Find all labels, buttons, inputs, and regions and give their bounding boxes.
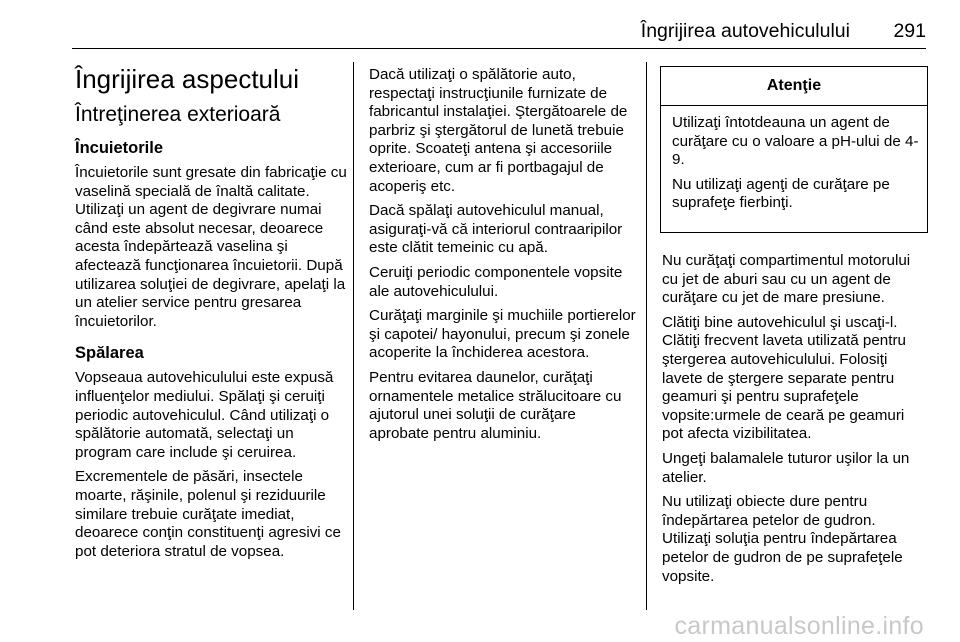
section-heading-locks: Încuietorile	[75, 139, 164, 157]
paragraph: Vopseaua autovehiculului este expusă influenţelor mediului. Spălaţi şi ceruiţi periodic autovehiculul. Când utilizaţi o spălătorie automată, selectaţi un program care include şi ceruirea.	[75, 369, 334, 461]
caution-notice-box	[660, 66, 928, 233]
main-heading: Îngrijirea aspectului	[75, 64, 300, 94]
paragraph: Ungeţi balamalele tuturor uşilor la un atelier.	[662, 449, 910, 486]
column-divider-left	[353, 62, 354, 610]
notice-paragraph: Utilizaţi întotdeauna un agent de curăţare cu o valoare a pH-ului de 4-9.	[672, 114, 919, 169]
page-header-title: Îngrijirea autovehiculului	[640, 20, 850, 42]
column-right	[662, 252, 928, 592]
watermark-text: carmanualsonline.info	[674, 612, 924, 640]
paragraph: Pentru evitarea daunelor, curăţaţi ornamentele metalice strălucitoare cu ajutorul unei soluţii de curăţare aprobate pentru aluminiu.	[369, 368, 622, 442]
column-left	[75, 64, 347, 567]
paragraph: Încuietorile sunt gresate din fabricaţie cu vaselină specială de înaltă calitate. Utilizaţi un agent de degivrare numai când este absolut necesar, deoarece acesta îndepărtează vaselina şi afectează funcţionarea încuietorii. După utilizarea soluţiei de degivrare, apelaţi la un atelier service pentru gresarea încuietorilor.	[75, 164, 347, 330]
paragraph: Curăţaţi marginile şi muchiile portierelor şi capotei/ hayonului, precum şi zonele acoperite la închiderea acestora.	[369, 307, 636, 362]
column-divider-right	[646, 62, 647, 610]
paragraph: Excrementele de păsări, insectele moarte, răşinile, polenul şi reziduurile similare trebuie curăţate imediat, deoarece conţin constituenţi agresivi ce pot deteriora stratul de vopsea.	[75, 468, 341, 560]
paragraph: Nu utilizaţi obiecte dure pentru îndepărtarea petelor de gudron. Utilizaţi soluţia pentru îndepărtarea petelor de gudron de pe suprafeţele vopsite.	[662, 493, 903, 585]
caution-notice-title: Atenţie	[661, 67, 927, 106]
notice-paragraph: Nu utilizaţi agenţi de curăţare pe suprafeţe fierbinţi.	[672, 175, 890, 212]
paragraph: Ceruiţi periodic componentele vopsite ale autovehiculului.	[369, 263, 623, 300]
page-number: 291	[893, 20, 926, 42]
paragraph: Clătiţi bine autovehiculul şi uscaţi-l. Clătiţi frecvent laveta utilizată pentru ştergerea autovehiculului. Folosiţi lavete de ştergere separate pentru geamuri şi pentru suprafeţele vopsite:urmele de ceară pe geamuri pot afecta vizibilitatea.	[662, 313, 906, 443]
paragraph: Dacă utilizaţi o spălătorie auto, respectaţi instrucţiunile furnizate de fabricantul instalaţiei. Ştergătoarele de parbriz şi ştergătorul de lunetă trebuie oprite. Scoateţi antena şi accesoriile exterioare, cum ar fi portbagajul de acoperiş etc.	[369, 66, 628, 195]
caution-notice-body	[661, 106, 927, 213]
header-divider	[72, 48, 926, 49]
paragraph: Dacă spălaţi autovehiculul manual, asiguraţi-vă că interiorul contraaripilor este clătit temeinic cu apă.	[369, 202, 623, 257]
column-middle	[369, 66, 637, 449]
section-heading-washing: Spălarea	[75, 344, 144, 363]
sub-heading: Întreţinerea exterioară	[75, 103, 281, 126]
paragraph: Nu curăţaţi compartimentul motorului cu jet de aburi sau cu un agent de curăţare cu jet de mare presiune.	[662, 252, 911, 307]
